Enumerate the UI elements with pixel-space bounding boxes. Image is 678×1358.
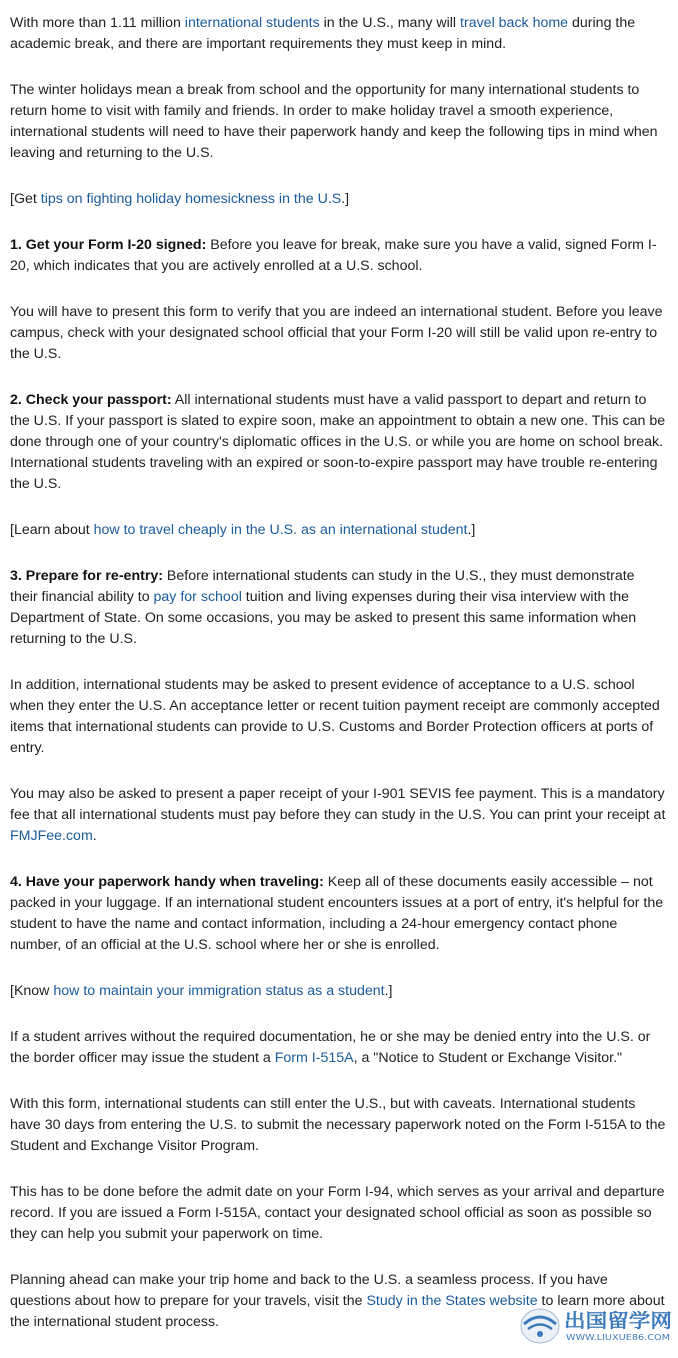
tip-3-heading: 3. Prepare for re-entry:: [10, 568, 163, 584]
paragraph-caveats: With this form, international students can still enter the U.S., but with caveats. International students have 30 days from entering the U.S. to submit the necessary paperwork noted on the Form I-515A to the Student and Exchange Visitor Program.: [10, 1096, 666, 1154]
site-watermark-logo: [518, 1304, 676, 1346]
tip-2-heading: 2. Check your passport:: [10, 392, 172, 408]
link-immigration-status[interactable]: how to maintain your immigration status as a student: [53, 983, 385, 999]
tip-1-heading: 1. Get your Form I-20 signed:: [10, 237, 207, 253]
paragraph-tip-2-passport: 2. Check your passport: All international students must have a valid passport to depart and return to the U.S. If your passport is slated to expire soon, make an appointment to obtain a new one. This can be done through one of your country's diplomatic offices in the U.S. or while you are home on school break. International students traveling with an expired or soon-to-expire passport may have trouble re-entering the U.S.: [10, 392, 666, 492]
paragraph-evidence-of-acceptance: In addition, international students may be asked to present evidence of acceptance to a U.S. school when they enter the U.S. An acceptance letter or recent tuition payment receipt are commonly accepted items that international students can provide to U.S. Customs and Border Protection officers at ports of entry.: [10, 677, 660, 756]
watermark-url: WWW.LIUXUE86.COM: [566, 1333, 671, 1342]
paragraph-denied-entry: If a student arrives without the required documentation, he or she may be denied entry into the U.S. or the border officer may issue the student a Form I-515A, a "Notice to Student or Exchange Visitor.": [10, 1029, 651, 1066]
link-homesickness-tips[interactable]: tips on fighting holiday homesickness in the U.S: [40, 191, 342, 207]
link-study-in-the-states[interactable]: Study in the States website: [366, 1293, 538, 1309]
paragraph-admit-date: This has to be done before the admit date on your Form I-94, which serves as your arrival and departure record. If you are issued a Form I-515A, contact your designated school official as soon as possible so they can help you submit your paperwork on time.: [10, 1184, 665, 1242]
link-travel-cheaply[interactable]: how to travel cheaply in the U.S. as an international student: [93, 522, 468, 538]
paragraph-tip-1-form-i20: 1. Get your Form I-20 signed: Before you leave for break, make sure you have a valid, signed Form I-20, which indicates that you are actively enrolled at a U.S. school.: [10, 237, 657, 274]
paragraph-travel-cheaply-callout: [Learn about how to travel cheaply in the U.S. as an international student.]: [10, 522, 476, 538]
paragraph-present-form: You will have to present this form to verify that you are indeed an international student. Before you leave campus, check with your designated school official that your Form I-20 will still be valid upon re-entry to the U.S.: [10, 304, 663, 362]
paragraph-homesickness-callout: [Get tips on fighting holiday homesickness in the U.S.]: [10, 191, 350, 207]
link-international-students[interactable]: international students: [184, 15, 320, 31]
watermark-emblem-icon: [521, 1309, 559, 1343]
link-form-i515a[interactable]: Form I-515A: [274, 1050, 354, 1066]
link-travel-back-home[interactable]: travel back home: [460, 15, 569, 31]
paragraph-planning-ahead: Planning ahead can make your trip home and back to the U.S. a seamless process. If you have questions about how to prepare for your travels, visit the Study in the States website to learn more about the international student process.: [10, 1272, 665, 1330]
paragraph-tip-4-paperwork: 4. Have your paperwork handy when traveling: Keep all of these documents easily accessible – not packed in your luggage. If an international student encounters issues at a port of entry, it's helpful for the student to have the name and contact information, including a 24-hour emergency contact phone number, of an official at the U.S. school where her or she is enrolled.: [10, 874, 664, 953]
watermark-title: 出国留学网: [564, 1310, 660, 1332]
link-fmjfee[interactable]: FMJFee.com: [10, 828, 93, 844]
tip-4-heading: 4. Have your paperwork handy when traveling:: [10, 874, 324, 890]
paragraph-sevis-fee: You may also be asked to present a paper receipt of your I-901 SEVIS fee payment. This is a mandatory fee that all international students must pay before they can study in the U.S. You can print your receipt at FMJFee.com.: [10, 786, 666, 844]
article-body: [10, 13, 666, 1358]
link-pay-for-school[interactable]: pay for school: [153, 589, 242, 605]
paragraph-immigration-status-callout: [Know how to maintain your immigration status as a student.]: [10, 983, 393, 999]
paragraph-winter-holidays: The winter holidays mean a break from school and the opportunity for many international students to return home to visit with family and friends. In order to make holiday travel a smooth experience, international students will need to have their paperwork handy and keep the following tips in mind when leaving and returning to the U.S.: [10, 82, 658, 161]
paragraph-tip-3-reentry: 3. Prepare for re-entry: Before international students can study in the U.S., they must demonstrate their financial ability to pay for school tuition and living expenses during their visa interview with the Department of State. On some occasions, you may be asked to present this same information when returning to the U.S.: [10, 568, 637, 647]
paragraph-intro: With more than 1.11 million international students in the U.S., many will travel back home during the academic break, and there are important requirements they must keep in mind.: [10, 15, 636, 52]
